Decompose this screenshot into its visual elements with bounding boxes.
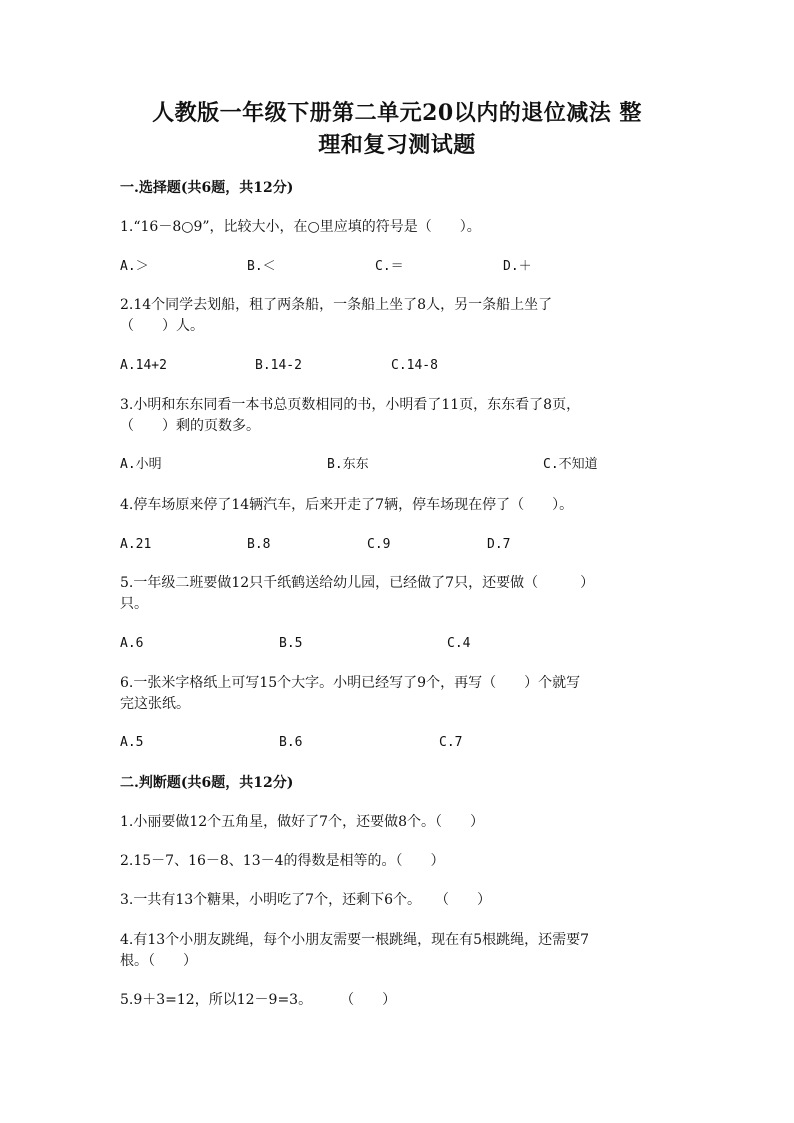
question-1: 1.“16－8○9”，比较大小，在○里应填的符号是（ ）。 xyxy=(120,219,481,235)
tf-question-2: 2.15－7、16－8、13－4的得数是相等的。（ ） xyxy=(120,853,445,869)
question-2-line1: 2.14个同学去划船，租了两条船，一条船上坐了8人，另一条船上坐了 xyxy=(120,297,553,313)
q4-option-d[interactable]: D.7 xyxy=(487,537,511,552)
q3-option-c[interactable]: C.不知道 xyxy=(543,457,598,472)
question-3-line1: 3.小明和东东同看一本书总页数相同的书，小明看了11页，东东看了8页， xyxy=(120,397,581,413)
q2-option-c[interactable]: C.14-8 xyxy=(391,358,438,373)
tf-question-3: 3.一共有13个糖果，小明吃了7个，还剩下6个。 （ ） xyxy=(120,892,491,908)
q1-option-c[interactable]: C.＝ xyxy=(375,259,404,274)
tf-question-1: 1.小丽要做12个五角星，做好了7个，还要做8个。（ ） xyxy=(120,814,484,830)
q6-option-a[interactable]: A.5 xyxy=(120,735,144,750)
question-3-line2: （ ）剩的页数多。 xyxy=(120,418,260,434)
section-heading-true-false: 二.判断题(共6题，共12分) xyxy=(120,775,294,791)
q1-option-b[interactable]: B.＜ xyxy=(247,259,276,274)
q6-option-b[interactable]: B.6 xyxy=(279,735,303,750)
q3-option-b[interactable]: B.东东 xyxy=(327,457,369,472)
page-title-line2: 理和复习测试题 xyxy=(318,132,476,158)
tf-question-4-line2: 根。（ ） xyxy=(120,953,197,969)
question-4: 4.停车场原来停了14辆汽车，后来开走了7辆，停车场现在停了（ ）。 xyxy=(120,497,574,513)
q2-option-b[interactable]: B.14-2 xyxy=(255,358,302,373)
q5-option-a[interactable]: A.6 xyxy=(120,636,144,651)
question-2-line2: （ ）人。 xyxy=(120,318,204,334)
q4-option-a[interactable]: A.21 xyxy=(120,537,152,552)
question-6-line1: 6.一张米字格纸上可写15个大字。小明已经写了9个，再写（ ）个就写 xyxy=(120,675,581,691)
question-5-line2: 只。 xyxy=(120,596,148,612)
q2-option-a[interactable]: A.14+2 xyxy=(120,358,167,373)
question-6-line2: 完这张纸。 xyxy=(120,696,190,712)
q4-option-b[interactable]: B.8 xyxy=(247,537,271,552)
q3-option-a[interactable]: A.小明 xyxy=(120,457,162,472)
tf-question-5: 5.9＋3=12，所以12－9=3。 （ ） xyxy=(120,992,397,1008)
page-title-line1: 人教版一年级下册第二单元20以内的退位减法 整 xyxy=(152,100,642,126)
q4-option-c[interactable]: C.9 xyxy=(367,537,391,552)
q5-option-c[interactable]: C.4 xyxy=(447,636,471,651)
q1-option-a[interactable]: A.＞ xyxy=(120,259,149,274)
section-heading-multiple-choice: 一.选择题(共6题，共12分) xyxy=(120,180,294,196)
tf-question-4-line1: 4.有13个小朋友跳绳，每个小朋友需要一根跳绳，现在有5根跳绳，还需要7 xyxy=(120,932,589,948)
q1-option-d[interactable]: D.＋ xyxy=(503,259,532,274)
q5-option-b[interactable]: B.5 xyxy=(279,636,303,651)
q6-option-c[interactable]: C.7 xyxy=(439,735,463,750)
question-5-line1: 5.一年级二班要做12只千纸鹤送给幼儿园，已经做了7只，还要做（ ） xyxy=(120,575,595,591)
